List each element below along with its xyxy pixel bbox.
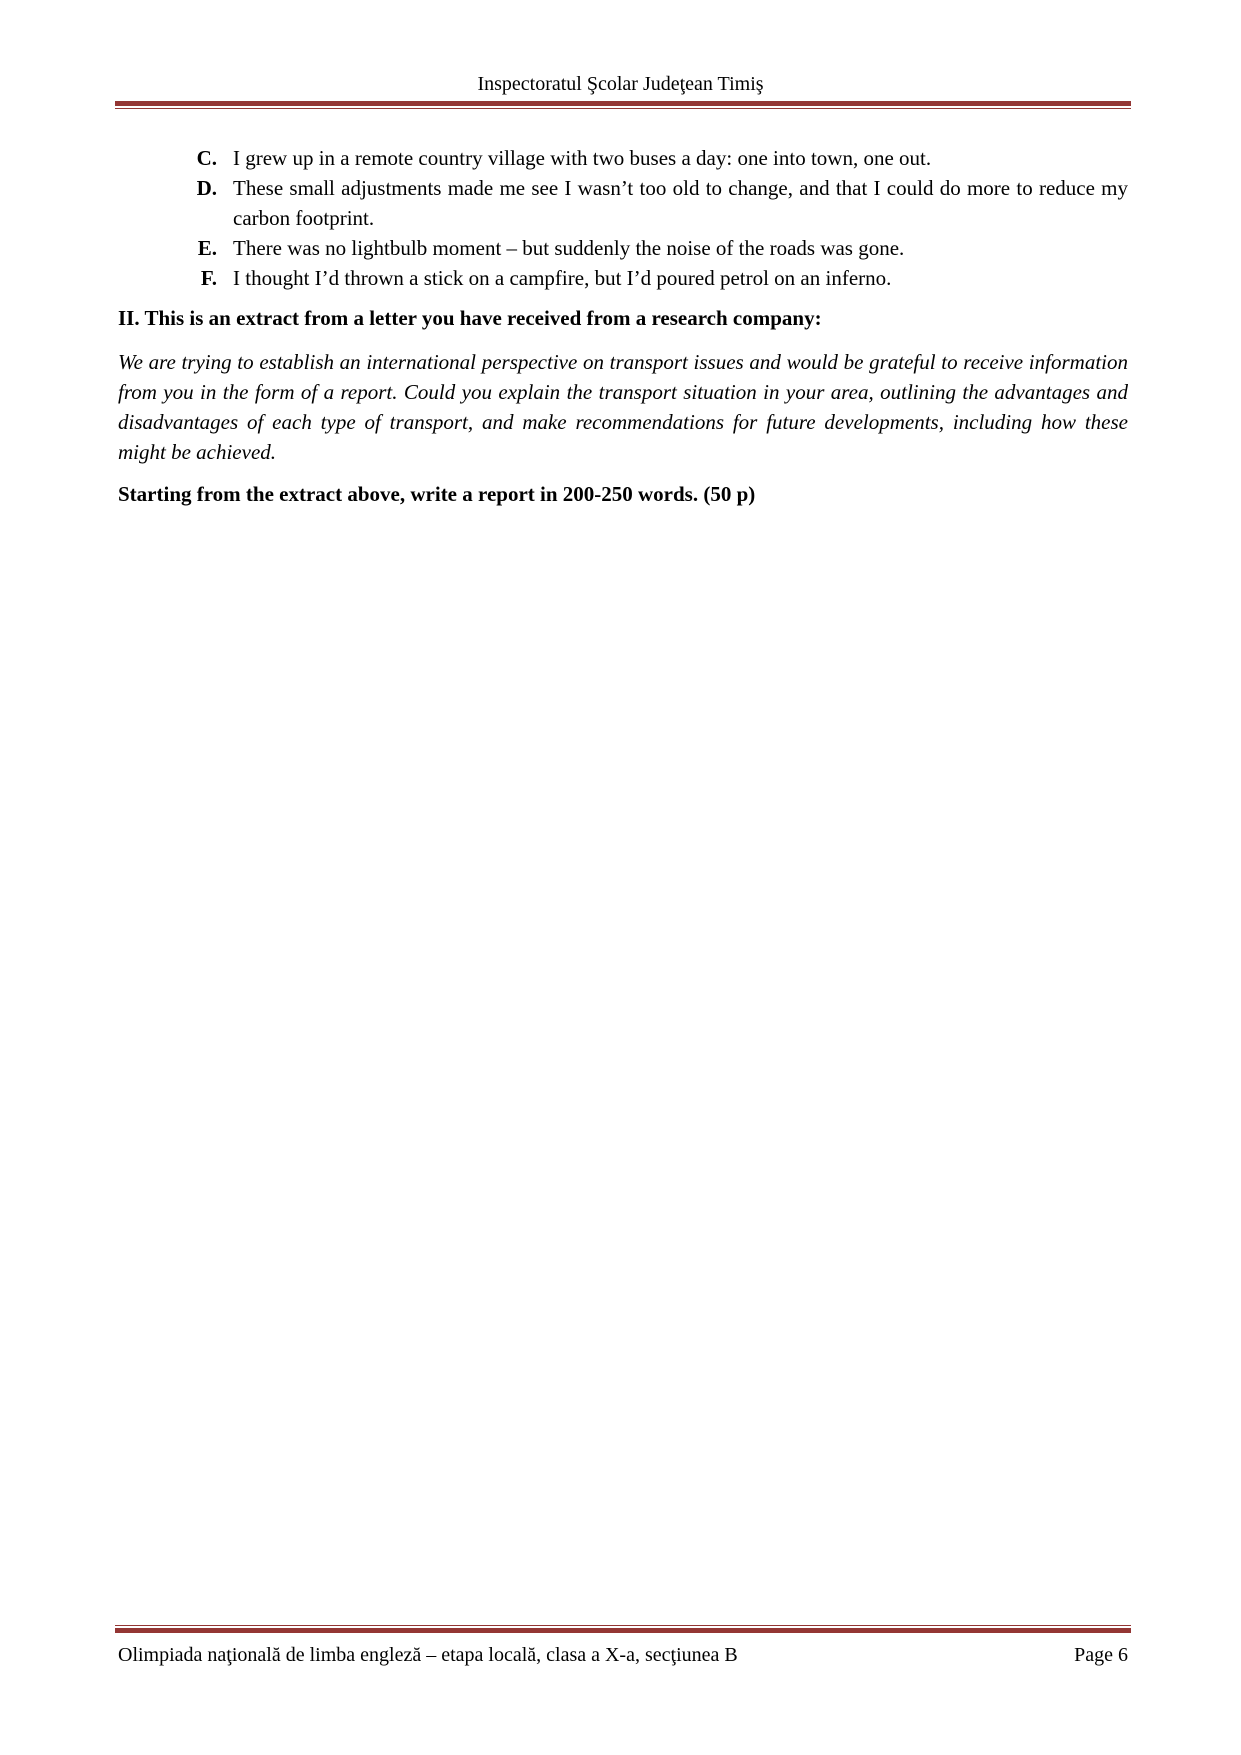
option-letter: E. (197, 236, 217, 260)
page-footer (118, 1643, 1128, 1667)
option-letter: C. (196, 146, 217, 170)
page-header-title: Inspectoratul Şcolar Judeţean Timiş (477, 73, 764, 95)
option-f (118, 263, 1128, 293)
option-text: I thought I’d thrown a stick on a campfire, but I’d poured petrol on an inferno. (233, 266, 892, 290)
option-letter: D. (196, 176, 217, 200)
section-ii-title: II. This is an extract from a letter you have received from a research company: (118, 306, 822, 330)
option-text: There was no lightbulb moment – but suddenly the noise of the roads was gone. (233, 236, 905, 260)
option-letter: F. (200, 266, 217, 290)
footer-text: Olimpiada naţională de limba engleză – etapa locală, clasa a X-a, secţiunea B (118, 1644, 738, 1666)
option-text: I grew up in a remote country village with two buses a day: one into town, one out. (233, 146, 932, 170)
writing-task: Starting from the extract above, write a report in 200-250 words. (50 p) (118, 482, 756, 506)
option-text: These small adjustments made me see I wasn’t too old to change, and that I could do more to reduce my carbon footprint. (233, 176, 1128, 230)
option-c (118, 143, 1128, 173)
letter-extract: We are trying to establish an international perspective on transport issues and would be grateful to receive information from you in the form of a report. Could you explain the transport situation in your area, outlining the advantages and disadvantages of each type of transport, and make recommendations for future developments, including how these might be achieved. (118, 350, 1128, 464)
header-divider (115, 101, 1131, 109)
option-d (118, 173, 1128, 233)
option-e (118, 233, 1128, 263)
page-content (118, 143, 1128, 509)
footer-divider (115, 1625, 1131, 1633)
page-number: Page 6 (1074, 1644, 1128, 1666)
